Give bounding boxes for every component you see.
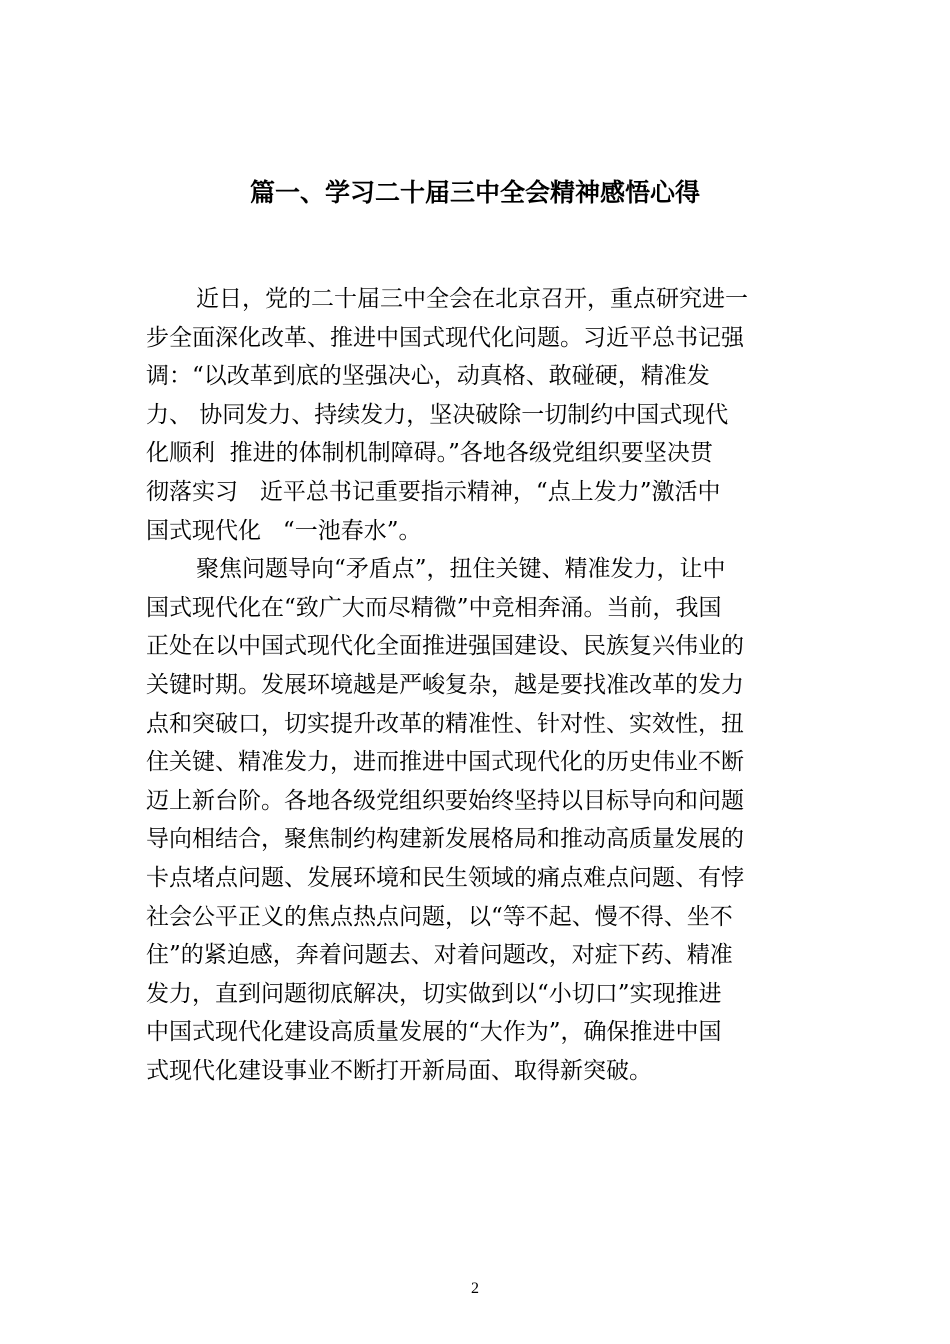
- text-line: 力、 协同发力、持续发力，坚决破除一切制约中国式现代: [146, 401, 729, 428]
- text-line: 近日，党的二十届三中全会在北京召开，重点研究进一: [196, 286, 748, 312]
- text-line: 发力，直到问题彻底解决，切实做到以“小切口”实现推进: [146, 980, 722, 1007]
- text-line: 中国式现代化建设高质量发展的“大作为”，确保推进中国: [146, 1019, 722, 1046]
- paragraph-2: [146, 550, 818, 1090]
- text-line: 国式现代化在“致广大而尽精微”中竞相奔涌。当前，我国: [146, 594, 722, 621]
- text-line: 国式现代化 “一池春水”。: [146, 517, 422, 544]
- text-line: 步全面深化改革、推进中国式现代化问题。习近平总书记强: [146, 324, 744, 351]
- text-line: 社会公平正义的焦点热点问题，以“等不起、慢不得、坐不: [146, 903, 733, 930]
- document-body: [146, 280, 818, 1090]
- text-line: 聚焦问题导向“矛盾点”，扭住关键、精准发力，让中: [196, 556, 726, 583]
- text-line: 住关键、精准发力，进而推进中国式现代化的历史伟业不断: [146, 749, 744, 776]
- text-line: 式现代化建设事业不断打开新局面、取得新突破。: [146, 1057, 652, 1084]
- text-line: 住”的紧迫感，奔着问题去、对着问题改，对症下药、精准: [146, 942, 733, 969]
- text-line: 导向相结合，聚焦制约构建新发展格局和推动高质量发展的: [146, 826, 744, 853]
- text-line: 点和突破口，切实提升改革的精准性、针对性、实效性，扭: [146, 710, 744, 737]
- text-line: 关键时期。发展环境越是严峻复杂，越是要找准改革的发力: [146, 671, 744, 698]
- page-number: 2: [471, 1280, 479, 1297]
- paragraph-1: [146, 280, 818, 550]
- text-line: 化顺利 推进的体制机制障碍。”各地各级党组织要坚决贯: [146, 440, 713, 467]
- text-line: 彻落实习 近平总书记重要指示精神，“点上发力”激活中: [146, 478, 721, 505]
- text-line: 正处在以中国式现代化全面推进强国建设、民族复兴伟业的: [146, 633, 744, 660]
- document-title: 篇一、学习二十届三中全会精神感悟心得: [249, 178, 700, 207]
- text-line: 卡点堵点问题、发展环境和民生领域的痛点难点问题、有悖: [146, 864, 744, 891]
- text-line: 调：“以改革到底的坚强决心，动真格、敢碰硬，精准发: [146, 363, 710, 390]
- text-line: 迈上新台阶。各地各级党组织要始终坚持以目标导向和问题: [146, 787, 744, 814]
